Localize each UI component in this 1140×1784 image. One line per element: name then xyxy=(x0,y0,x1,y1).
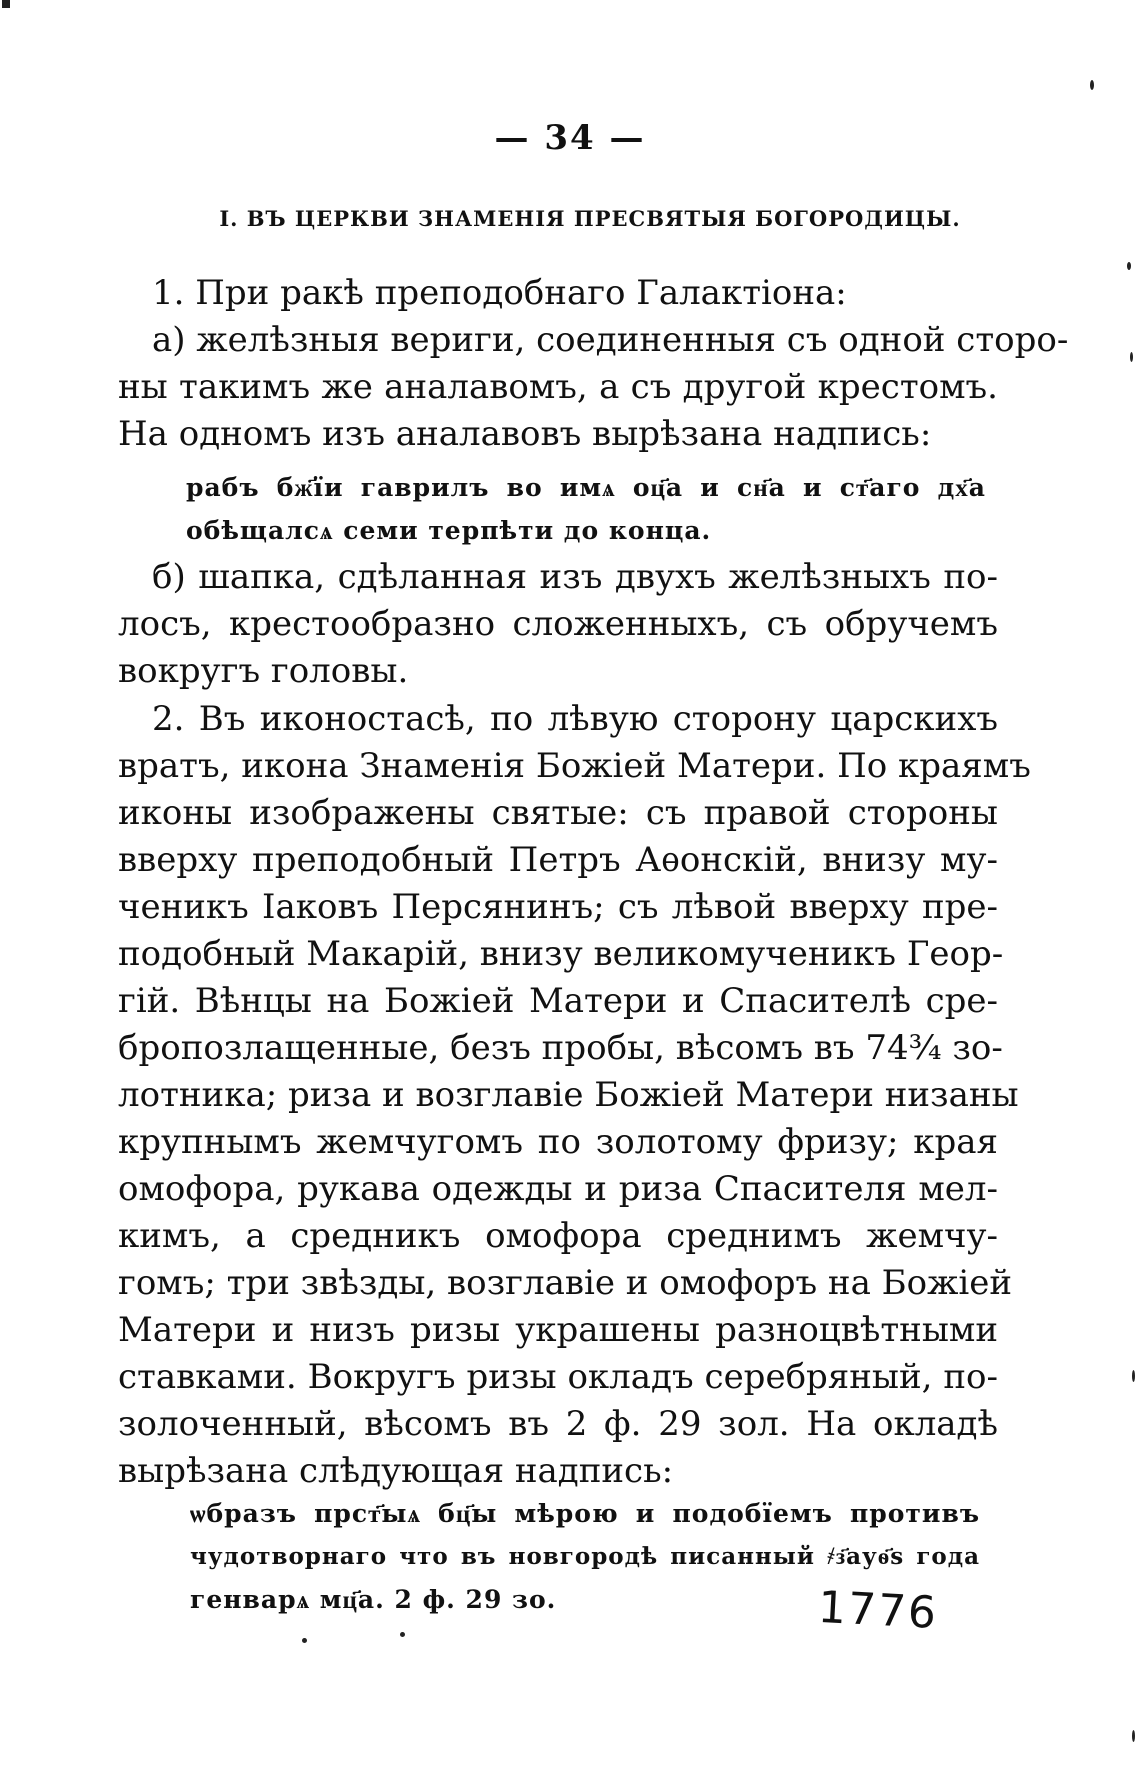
item-1-title: 1. При ракѣ преподобнаго Галактіона: xyxy=(152,273,847,313)
scan-speck xyxy=(2,0,10,8)
item-2-line: омофора, рукава одежды и риза Спасителя мел- xyxy=(118,1169,998,1209)
item-2-line: бропозлащенные, безъ пробы, вѣсомъ въ 74¾ зо- xyxy=(118,1028,1003,1068)
item-2-line: Матери и низъ ризы украшены разноцвѣтными xyxy=(118,1310,998,1350)
item-2-line: ставками. Вокругъ ризы окладъ серебряный, по- xyxy=(118,1357,998,1397)
inscription-line: генварѧ мц҃а. 2 ф. 29 зо. xyxy=(190,1585,557,1614)
scan-speck xyxy=(400,1632,405,1637)
inscription-line: чудотворнаго что въ новгородѣ писанный ҂з҃ауѳ҃ѕ года xyxy=(190,1543,980,1570)
scan-speck xyxy=(302,1638,307,1643)
scan-speck xyxy=(1132,1730,1135,1742)
item-1 xyxy=(118,270,1069,458)
item-2-line: гій. Вѣнцы на Божіей Матери и Спасителѣ сре- xyxy=(118,981,998,1021)
scan-speck xyxy=(1132,1370,1135,1382)
item-1b-line: б) шапка, сдѣланная изъ двухъ желѣзныхъ по- xyxy=(152,557,998,597)
item-2-line: подобный Макарій, внизу великомученикъ Геор- xyxy=(118,934,1004,974)
page-number: — 34 — xyxy=(494,118,646,158)
item-2-line: кимъ, а средникъ омофора среднимъ жемчу- xyxy=(118,1216,998,1256)
section-heading: I. ВЪ ЦЕРКВИ ЗНАМЕНІЯ ПРЕСВЯТЫЯ БОГОРОДИЦЫ. xyxy=(219,206,961,231)
scan-speck xyxy=(1130,352,1133,362)
scan-speck xyxy=(1090,80,1094,90)
item-1b xyxy=(118,554,998,695)
item-2-line: вверху преподобный Петръ Аѳонскій, внизу му- xyxy=(118,840,998,880)
item-2-line: 2. Въ иконостасѣ, по лѣвую сторону царскихъ xyxy=(152,699,998,739)
item-2 xyxy=(118,696,1031,1495)
item-2-line: крупнымъ жемчугомъ по золотому фризу; края xyxy=(118,1122,998,1162)
inscription-line: ѡбразъ прст҃ыѧ бц҃ы мѣрою и подобїемъ противъ xyxy=(190,1499,980,1528)
scan-speck xyxy=(1127,262,1131,270)
item-1a-line: ны такимъ же аналавомъ, а съ другой крестомъ. xyxy=(118,367,998,407)
inscription-a-line: рабъ бж҃їи гаврилъ во имѧ оц҃а и сн҃а и ст҃аго дх҃а xyxy=(186,473,986,502)
item-2-line: вратъ, икона Знаменія Божіей Матери. По краямъ xyxy=(118,746,1031,786)
inscription-a-line: обѣщалсѧ семи терпѣти до конца. xyxy=(186,516,712,545)
item-1b-line: вокругъ головы. xyxy=(118,651,409,691)
item-2-line: вырѣзана слѣдующая надпись: xyxy=(118,1451,674,1491)
inscription-a xyxy=(186,466,986,552)
item-1a-line: а) желѣзныя вериги, соединенныя съ одной сторо- xyxy=(152,320,1069,360)
handwritten-note: 1776 xyxy=(816,1581,940,1640)
item-1b-line: лосъ, крестообразно сложенныхъ, съ обручемъ xyxy=(118,604,998,644)
item-1a-line: На одномъ изъ аналавовъ вырѣзана надпись: xyxy=(118,414,932,454)
item-2-line: золоченный, вѣсомъ въ 2 ф. 29 зол. На окладѣ xyxy=(118,1404,998,1444)
item-2-line: лотника; риза и возглавіе Божіей Матери низаны xyxy=(118,1075,1019,1115)
item-2-line: иконы изображены святые: съ правой стороны xyxy=(118,793,998,833)
item-2-line: ченикъ Іаковъ Персянинъ; съ лѣвой вверху пре- xyxy=(118,887,998,927)
item-2-line: гомъ; три звѣзды, возглавіе и омофоръ на Божіей xyxy=(118,1263,1013,1303)
